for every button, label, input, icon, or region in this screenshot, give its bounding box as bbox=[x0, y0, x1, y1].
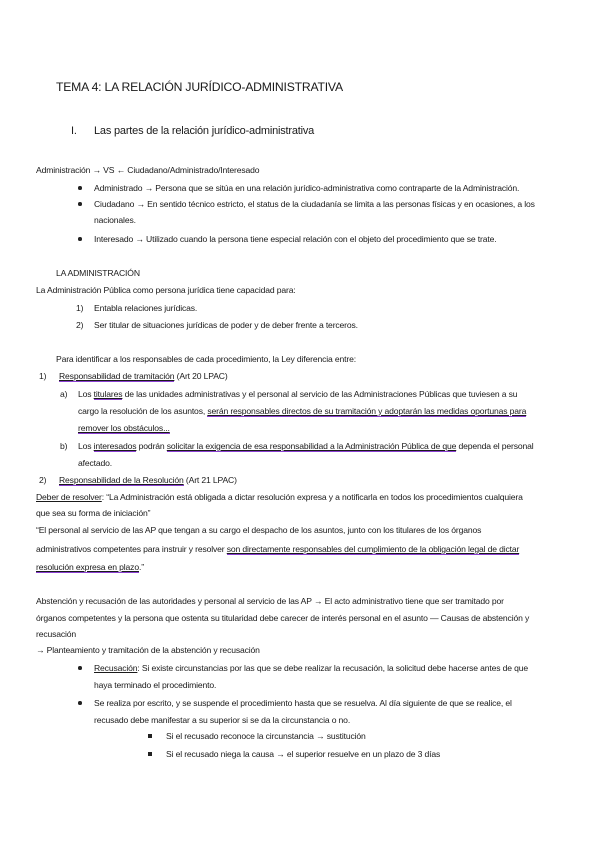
text-span: Los bbox=[78, 441, 94, 451]
text-span: : Si existe circunstancias por las que se debe realizar la recusación, la solicitud debe hacerse antes de que bbox=[137, 663, 529, 673]
square-bullet-icon bbox=[148, 734, 152, 738]
highlight-responsables: serán responsables directos de su tramitación y adoptarán las medidas oportunas para bbox=[207, 406, 527, 416]
deber-label: Deber de resolver bbox=[36, 492, 102, 502]
recusacion-line2: haya terminado el procedimiento. bbox=[94, 680, 217, 690]
bullet-interesado: Interesado → Utilizado cuando la persona tiene especial relación con el objeto del procedimiento que se trate. bbox=[94, 234, 497, 244]
quote-line1: “El personal al servicio de las AP que tengan a su cargo el despacho de los asuntos, junto con los titulares de los órganos bbox=[36, 525, 482, 535]
bullet-icon bbox=[78, 237, 82, 241]
quote-line3 bbox=[36, 561, 144, 573]
recusacion-label: Recusación bbox=[94, 663, 138, 673]
sub-bullet-sustitucion: Si el recusado reconoce la circunstancia → sustitución bbox=[166, 731, 366, 741]
highlight-interesados: interesados bbox=[93, 441, 137, 451]
admin-list-item: Entabla relaciones jurídicas. bbox=[94, 303, 198, 313]
bullet-icon bbox=[78, 666, 82, 670]
abst-line2: órganos competentes y la persona que ostenta su titularidad debe carecer de interés personal en el asunto — Causas de abstención y bbox=[36, 613, 530, 623]
admin-list-num: 1) bbox=[76, 303, 84, 313]
bullet-ciudadano: Ciudadano → En sentido técnico estricto, el status de la ciudadanía se limita a las personas físicas y en ocasiones, a los bbox=[94, 199, 535, 209]
section-1-heading: Las partes de la relación jurídico-administrativa bbox=[94, 125, 315, 137]
text-span: Los bbox=[78, 389, 94, 399]
quote-line2 bbox=[36, 543, 519, 555]
admin-list-num: 2) bbox=[76, 320, 84, 330]
admin-list-item: Ser titular de situaciones jurídicas de poder y de deber frente a terceros. bbox=[94, 320, 358, 330]
text-span: .” bbox=[138, 562, 144, 572]
section-1-number: I. bbox=[71, 125, 77, 137]
text-span: de las unidades administrativas y el personal al servicio de las Administraciones Públicas que tuviesen a su bbox=[122, 389, 518, 399]
escrito-line2: recusado debe manifestar a su superior si se da la circunstancia o no. bbox=[94, 715, 351, 725]
resp-intro: Para identificar a los responsables de cada procedimiento, la Ley diferencia entre: bbox=[56, 354, 356, 364]
text-span: podrán bbox=[136, 441, 167, 451]
bullet-icon bbox=[78, 186, 82, 190]
abst-line3: recusación bbox=[36, 629, 77, 639]
bullet-icon bbox=[78, 202, 82, 206]
resp1-ref: (Art 20 LPAC) bbox=[174, 371, 228, 381]
abst-line4: → Planteamiento y tramitación de la abstención y recusación bbox=[36, 645, 260, 655]
resp1-number: 1) bbox=[39, 371, 47, 381]
deber-line2: que sea su forma de iniciación” bbox=[36, 508, 151, 518]
resp1-b-line2: afectado. bbox=[78, 458, 113, 468]
resp1-a-line3 bbox=[78, 422, 170, 434]
resp1-a-line1 bbox=[78, 388, 517, 400]
resp1-label: Responsabilidad de tramitación bbox=[59, 371, 175, 381]
page-title: TEMA 4: LA RELACIÓN JURÍDICO-ADMINISTRATIVA bbox=[56, 80, 343, 94]
abst-line1: Abstención y recusación de las autoridades y personal al servicio de las AP → El acto administrativo tiene que ser tramitado por bbox=[36, 596, 504, 606]
bullet-administrado: Administrado → Persona que se sitúa en una relación jurídico-administrativa como contraparte de la Administración. bbox=[94, 183, 520, 193]
admin-intro: La Administración Pública como persona jurídica tiene capacidad para: bbox=[36, 285, 296, 295]
resp1-b-letter: b) bbox=[60, 441, 68, 451]
resp2-label: Responsabilidad de la Resolución bbox=[59, 475, 184, 485]
bullet-ciudadano-cont: nacionales. bbox=[94, 215, 136, 225]
highlight-resolucion-plazo: resolución expresa en plazo bbox=[36, 562, 139, 572]
resp1-a-line2 bbox=[78, 405, 526, 417]
highlight-directamente-responsables: son directamente responsables del cumplimiento de la obligación legal de dictar bbox=[226, 544, 520, 554]
square-bullet-icon bbox=[148, 752, 152, 756]
resp1-a-letter: a) bbox=[60, 389, 68, 399]
highlight-obstaculos: remover los obstáculos... bbox=[78, 423, 170, 433]
deber-line1 bbox=[36, 491, 523, 503]
text-span: administrativos competentes para instruir y resolver bbox=[36, 544, 227, 554]
sub-bullet-superior: Si el recusado niega la causa → el superior resuelve en un plazo de 3 días bbox=[166, 749, 441, 759]
parties-line: Administración → VS ← Ciudadano/Administrado/Interesado bbox=[36, 165, 260, 175]
resp2-heading bbox=[59, 474, 237, 486]
resp1-heading bbox=[59, 370, 228, 382]
resp2-ref: (Art 21 LPAC) bbox=[183, 475, 237, 485]
admin-heading: LA ADMINISTRACIÓN bbox=[56, 268, 140, 278]
highlight-exigencia: solicitar la exigencia de esa responsabilidad a la Administración Pública de que bbox=[166, 441, 457, 451]
text-span: cargo la resolución de los asuntos, bbox=[78, 406, 208, 416]
resp1-b-line1 bbox=[78, 440, 534, 452]
text-span: : “La Administración está obligada a dictar resolución expresa y a notificarla en todos los procedimientos cualquiera bbox=[101, 492, 523, 502]
text-span: dependa el personal bbox=[456, 441, 534, 451]
resp2-number: 2) bbox=[39, 475, 47, 485]
recusacion-line1 bbox=[94, 662, 528, 674]
escrito-line1: Se realiza por escrito, y se suspende el procedimiento hasta que se resuelva. Al día siguiente de que se realice, el bbox=[94, 698, 512, 708]
bullet-icon bbox=[78, 701, 82, 705]
highlight-titulares: titulares bbox=[93, 389, 123, 399]
